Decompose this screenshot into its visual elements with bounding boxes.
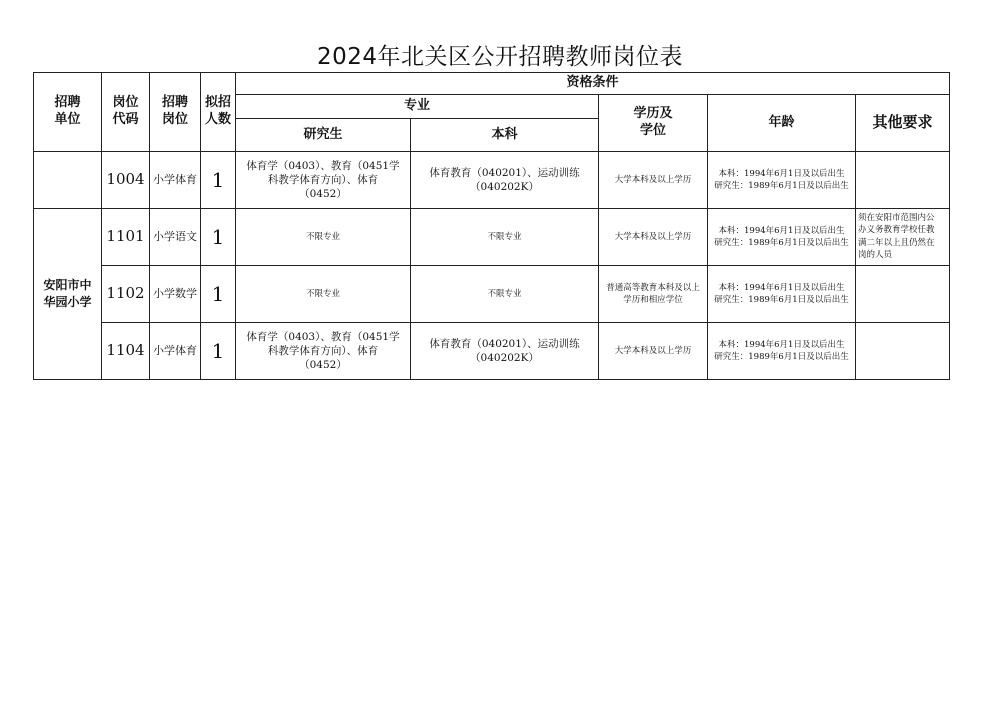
age-requirement: 本科：1994年6月1日及以后出生 研究生：1989年6月1日及以后出生: [708, 209, 856, 266]
degree-requirement: 大学本科及以上学历: [599, 152, 708, 209]
header-unit: 招聘 单位: [34, 73, 102, 152]
other-requirement: [856, 266, 950, 323]
undergraduate-major: 不限专业: [411, 266, 599, 323]
unit-cell-empty: [34, 152, 102, 209]
header-position: 招聘 岗位: [150, 73, 201, 152]
post-name: 小学数学: [150, 266, 201, 323]
degree-requirement: 普通高等教育本科及以上 学历和相应学位: [599, 266, 708, 323]
page-title: 2024年北关区公开招聘教师岗位表: [316, 44, 684, 70]
age-requirement: 本科：1994年6月1日及以后出生 研究生：1989年6月1日及以后出生: [708, 266, 856, 323]
hire-count: 1: [201, 152, 236, 209]
header-degree: 学历及 学位: [599, 95, 708, 152]
unit-name: 安阳市中 华园小学: [34, 209, 102, 380]
degree-requirement: 大学本科及以上学历: [599, 323, 708, 380]
recruitment-table: [33, 72, 950, 380]
post-code: 1101: [102, 209, 150, 266]
undergraduate-major: 不限专业: [411, 209, 599, 266]
header-graduate: 研究生: [236, 119, 411, 152]
post-code: 1102: [102, 266, 150, 323]
hire-count: 1: [201, 266, 236, 323]
undergraduate-major: 体育教育（040201）、运动训练 （040202K）: [411, 152, 599, 209]
age-requirement: 本科：1994年6月1日及以后出生 研究生：1989年6月1日及以后出生: [708, 323, 856, 380]
post-code: 1004: [102, 152, 150, 209]
table-row: [34, 209, 950, 266]
graduate-major: 不限专业: [236, 266, 411, 323]
hire-count: 1: [201, 209, 236, 266]
post-name: 小学体育: [150, 152, 201, 209]
undergraduate-major: 体育教育（040201）、运动训练 （040202K）: [411, 323, 599, 380]
header-count: 拟招 人数: [201, 73, 236, 152]
other-requirement: 须在安阳市范围内公 办义务教育学校任教 满二年以上且仍然在 岗的人员: [856, 209, 950, 266]
table-row: [34, 323, 950, 380]
graduate-major: 体育学（0403）、教育（0451学 科教学体育方向）、体育 （0452）: [236, 152, 411, 209]
degree-requirement: 大学本科及以上学历: [599, 209, 708, 266]
other-requirement: [856, 152, 950, 209]
table-row: [34, 266, 950, 323]
header-undergraduate: 本科: [411, 119, 599, 152]
header-age: 年龄: [708, 95, 856, 152]
post-name: 小学体育: [150, 323, 201, 380]
hire-count: 1: [201, 323, 236, 380]
header-qualifications: 资格条件: [236, 73, 950, 95]
table-row: [34, 152, 950, 209]
header-code: 岗位 代码: [102, 73, 150, 152]
header-other: 其他要求: [856, 95, 950, 152]
age-requirement: 本科：1994年6月1日及以后出生 研究生：1989年6月1日及以后出生: [708, 152, 856, 209]
other-requirement: [856, 323, 950, 380]
post-code: 1104: [102, 323, 150, 380]
graduate-major: 不限专业: [236, 209, 411, 266]
header-major: 专业: [236, 95, 599, 119]
post-name: 小学语文: [150, 209, 201, 266]
graduate-major: 体育学（0403）、教育（0451学 科教学体育方向）、体育 （0452）: [236, 323, 411, 380]
